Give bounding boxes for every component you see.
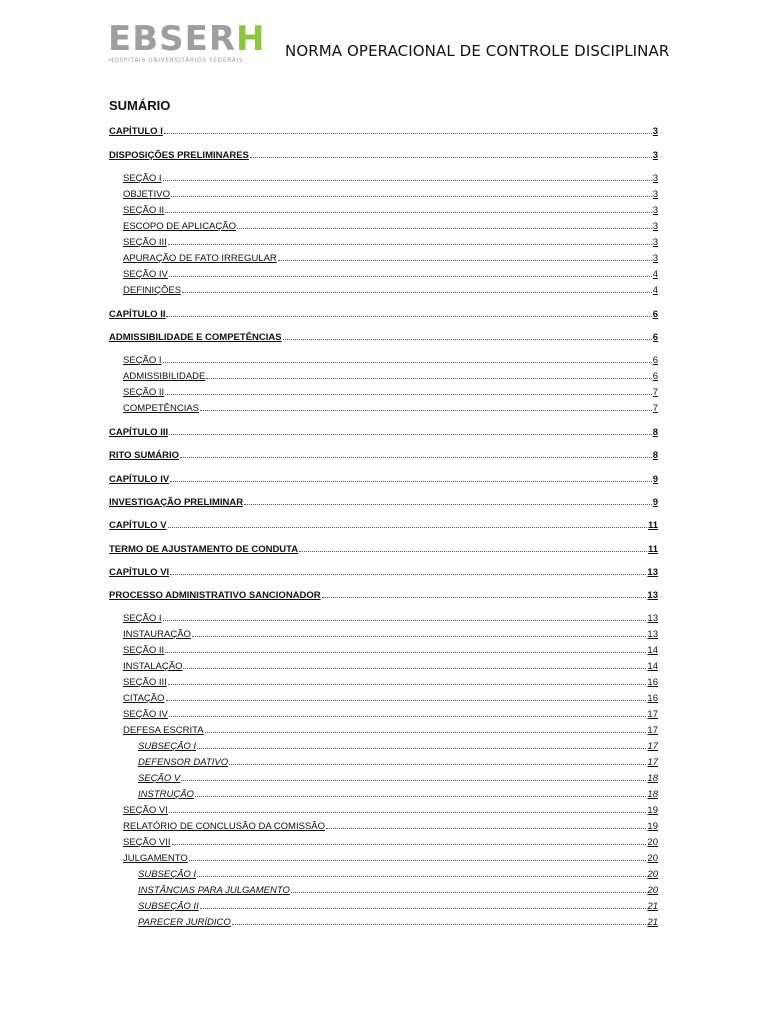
toc-entry-page: 20: [647, 853, 658, 864]
toc-dot-leader: [166, 700, 647, 701]
toc-entry-page: 18: [647, 773, 658, 784]
toc-entry-page: 14: [647, 645, 658, 656]
logo-text-grey: EBSER: [108, 19, 237, 59]
toc-dot-leader: [166, 316, 651, 317]
toc-entry[interactable]: [123, 722, 658, 736]
toc-dot-leader: [170, 574, 646, 575]
logo-subtitle: HOSPITAIS UNIVERSITÁRIOS FEDERAIS: [109, 57, 244, 64]
toc-dot-leader: [183, 668, 646, 669]
toc-dot-leader: [299, 551, 647, 552]
toc-dot-leader: [169, 812, 647, 813]
toc-entry-page: 3: [652, 237, 658, 248]
toc-entry-page: 17: [647, 709, 658, 720]
toc-entry-label: CITAÇÃO: [123, 693, 165, 704]
toc-dot-leader: [189, 860, 647, 861]
toc-dot-leader: [163, 180, 652, 181]
toc-entry-page: 16: [647, 677, 658, 688]
toc-entry-label: ADMISSIBILIDADE E COMPETÊNCIAS: [109, 332, 282, 343]
toc-entry[interactable]: [123, 384, 658, 398]
toc-entry-page: 6: [652, 355, 658, 366]
toc-entry-label: INSTÂNCIAS PARA JULGAMENTO: [138, 885, 290, 896]
toc-entry-page: 19: [647, 821, 658, 832]
toc-dot-leader: [250, 157, 652, 158]
toc-entry-label: SEÇÃO I: [123, 173, 162, 184]
toc-entry[interactable]: [109, 424, 658, 438]
summary-heading: SUMÁRIO: [109, 98, 171, 113]
toc-entry-label: INSTALAÇÃO: [123, 661, 183, 672]
toc-entry-page: 3: [652, 173, 658, 184]
toc-entry-page: 3: [652, 150, 658, 161]
toc-entry-label: SEÇÃO VII: [123, 837, 171, 848]
toc-dot-leader: [232, 924, 647, 925]
toc-entry[interactable]: [138, 898, 658, 912]
toc-entry-label: COMPETÊNCIAS: [123, 403, 200, 414]
toc-entry-page: 13: [647, 613, 658, 624]
toc-entry-page: 3: [652, 205, 658, 216]
toc-dot-leader: [283, 339, 652, 340]
toc-entry-page: 17: [647, 757, 658, 768]
toc-entry-page: 9: [652, 474, 658, 485]
toc-entry-label: PROCESSO ADMINISTRATIVO SANCIONADOR: [109, 590, 321, 601]
toc-entry-label: SUBSEÇÃO I: [138, 741, 197, 752]
toc-dot-leader: [172, 844, 647, 845]
toc-entry-page: 3: [652, 126, 658, 137]
toc-entry-page: 6: [652, 371, 658, 382]
document-title: NORMA OPERACIONAL DE CONTROLE DISCIPLINAR: [285, 42, 670, 60]
toc-entry[interactable]: [123, 250, 658, 264]
toc-entry-label: SEÇÃO II: [123, 387, 165, 398]
toc-entry[interactable]: [123, 642, 658, 656]
toc-entry-label: SUBSEÇÃO I: [138, 869, 197, 880]
toc-entry-label: INSTAURAÇÃO: [123, 629, 191, 640]
toc-dot-leader: [168, 527, 647, 528]
logo-text-green: H: [236, 19, 266, 59]
toc-entry-page: 20: [647, 837, 658, 848]
toc-entry-page: 19: [647, 805, 658, 816]
toc-dot-leader: [197, 876, 646, 877]
toc-entry-label: SEÇÃO I: [123, 613, 162, 624]
toc-entry-label: DISPOSIÇÕES PRELIMINARES: [109, 150, 249, 161]
toc-dot-leader: [170, 481, 652, 482]
toc-entry-page: 21: [647, 917, 658, 928]
toc-entry[interactable]: [109, 306, 658, 320]
toc-dot-leader: [169, 716, 647, 717]
toc-entry-page: 8: [652, 427, 658, 438]
toc-entry-label: INSTRUÇÃO: [138, 789, 194, 800]
toc-entry-label: DEFINIÇÕES: [123, 285, 182, 296]
toc-entry[interactable]: [123, 834, 658, 848]
toc-dot-leader: [326, 828, 646, 829]
toc-entry[interactable]: [138, 754, 658, 768]
toc-entry[interactable]: [138, 786, 658, 800]
toc-entry-page: 11: [647, 520, 658, 531]
toc-dot-leader: [168, 684, 647, 685]
toc-dot-leader: [169, 434, 652, 435]
toc-dot-leader: [229, 764, 646, 765]
toc-entry[interactable]: [123, 610, 658, 624]
toc-entry-page: 8: [652, 450, 658, 461]
toc-entry-page: 6: [652, 332, 658, 343]
toc-entry-page: 3: [652, 221, 658, 232]
toc-entry[interactable]: [138, 914, 658, 928]
toc-entry-label: APURAÇÃO DE FATO IRREGULAR: [123, 253, 277, 264]
toc-entry-page: 4: [652, 285, 658, 296]
toc-entry[interactable]: [123, 850, 658, 864]
toc-entry-label: SEÇÃO III: [123, 677, 167, 688]
toc-entry-label: OBJETIVO: [123, 189, 170, 200]
toc-entry-label: JULGAMENTO: [123, 853, 188, 864]
toc-entry-label: SEÇÃO II: [123, 205, 165, 216]
toc-entry-label: SEÇÃO III: [123, 237, 167, 248]
toc-dot-leader: [291, 892, 647, 893]
toc-entry-page: 7: [652, 387, 658, 398]
toc-entry[interactable]: [123, 658, 658, 672]
toc-entry-label: ESCOPO DE APLICAÇÃO: [123, 221, 236, 232]
toc-entry-label: CAPÍTULO III: [109, 427, 169, 438]
toc-entry-label: SUBSEÇÃO II: [138, 901, 199, 912]
toc-entry-label: SEÇÃO VI: [123, 805, 168, 816]
toc-entry[interactable]: [109, 541, 658, 555]
toc-entry-label: SEÇÃO IV: [123, 709, 168, 720]
toc-entry-label: SEÇÃO II: [123, 645, 165, 656]
toc-entry[interactable]: [109, 329, 658, 343]
toc-entry-label: PARECER JURÍDICO: [138, 917, 231, 928]
toc-entry-label: CAPÍTULO I: [109, 126, 163, 137]
toc-dot-leader: [192, 636, 647, 637]
toc-entry-page: 21: [647, 901, 658, 912]
toc-entry[interactable]: [138, 738, 658, 752]
toc-entry-label: TERMO DE AJUSTAMENTO DE CONDUTA: [109, 544, 299, 555]
toc-entry-page: 13: [647, 567, 658, 578]
toc-dot-leader: [195, 796, 646, 797]
toc-dot-leader: [181, 780, 646, 781]
toc-dot-leader: [244, 504, 652, 505]
toc-dot-leader: [168, 244, 652, 245]
toc-entry[interactable]: [109, 147, 658, 161]
toc-entry[interactable]: [123, 400, 658, 414]
toc-dot-leader: [182, 292, 652, 293]
toc-dot-leader: [169, 276, 652, 277]
toc-entry-page: 20: [647, 869, 658, 880]
toc-entry[interactable]: [123, 352, 658, 366]
toc-dot-leader: [237, 228, 652, 229]
toc-dot-leader: [165, 394, 652, 395]
toc-entry[interactable]: [123, 186, 658, 200]
toc-dot-leader: [171, 196, 652, 197]
toc-entry[interactable]: [138, 866, 658, 880]
toc-entry-label: DEFESA ESCRITA: [123, 725, 204, 736]
toc-dot-leader: [206, 378, 651, 379]
toc-entry[interactable]: [123, 202, 658, 216]
toc-dot-leader: [200, 908, 647, 909]
toc-entry-page: 17: [647, 725, 658, 736]
toc-dot-leader: [163, 620, 647, 621]
toc-entry[interactable]: [123, 818, 658, 832]
toc-entry[interactable]: [123, 218, 658, 232]
toc-entry-label: CAPÍTULO II: [109, 309, 166, 320]
toc-entry-page: 16: [647, 693, 658, 704]
toc-entry[interactable]: [109, 123, 658, 137]
toc-entry-page: 6: [652, 309, 658, 320]
toc-entry-label: CAPÍTULO V: [109, 520, 167, 531]
toc-entry[interactable]: [123, 706, 658, 720]
toc-entry[interactable]: [109, 494, 658, 508]
toc-entry-page: 17: [647, 741, 658, 752]
toc-entry[interactable]: [109, 564, 658, 578]
toc-entry[interactable]: [123, 626, 658, 640]
toc-entry-page: 3: [652, 253, 658, 264]
toc-entry-label: ADMISSIBILIDADE: [123, 371, 206, 382]
toc-entry-page: 7: [652, 403, 658, 414]
toc-dot-leader: [200, 410, 652, 411]
toc-dot-leader: [165, 212, 652, 213]
toc-entry-label: SEÇÃO I: [123, 355, 162, 366]
toc-entry-page: 3: [652, 189, 658, 200]
toc-entry[interactable]: [123, 282, 658, 296]
toc-entry[interactable]: [138, 882, 658, 896]
toc-entry-page: 13: [647, 590, 658, 601]
toc-entry-label: SEÇÃO IV: [123, 269, 168, 280]
toc-entry[interactable]: [138, 770, 658, 784]
toc-entry-label: SEÇÃO V: [138, 773, 181, 784]
toc-entry-page: 20: [647, 885, 658, 896]
toc-entry-page: 13: [647, 629, 658, 640]
toc-entry-page: 4: [652, 269, 658, 280]
toc-entry[interactable]: [109, 471, 658, 485]
toc-entry[interactable]: [109, 517, 658, 531]
toc-dot-leader: [278, 260, 652, 261]
toc-entry[interactable]: [123, 170, 658, 184]
toc-entry[interactable]: [109, 587, 658, 601]
toc-entry[interactable]: [123, 690, 658, 704]
toc-entry-label: RITO SUMÁRIO: [109, 450, 180, 461]
toc-entry-page: 11: [647, 544, 658, 555]
toc-entry[interactable]: [123, 368, 658, 382]
toc-entry[interactable]: [123, 674, 658, 688]
toc-dot-leader: [205, 732, 647, 733]
toc-entry[interactable]: [123, 234, 658, 248]
toc-entry-page: 14: [647, 661, 658, 672]
toc-entry-label: INVESTIGAÇÃO PRELIMINAR: [109, 497, 244, 508]
toc-entry[interactable]: [123, 266, 658, 280]
toc-entry-label: DEFENSOR DATIVO: [138, 757, 229, 768]
toc-dot-leader: [164, 133, 652, 134]
toc-entry-page: 9: [652, 497, 658, 508]
toc-entry-label: CAPÍTULO IV: [109, 474, 170, 485]
toc-entry-page: 18: [647, 789, 658, 800]
toc-entry-label: RELATÓRIO DE CONCLUSÃO DA COMISSÃO: [123, 821, 326, 832]
toc-dot-leader: [180, 457, 652, 458]
toc-entry-label: CAPÍTULO VI: [109, 567, 170, 578]
toc-entry[interactable]: [109, 447, 658, 461]
toc-entry[interactable]: [123, 802, 658, 816]
toc-dot-leader: [322, 597, 647, 598]
toc-dot-leader: [197, 748, 646, 749]
toc-dot-leader: [163, 362, 652, 363]
toc-dot-leader: [165, 652, 646, 653]
